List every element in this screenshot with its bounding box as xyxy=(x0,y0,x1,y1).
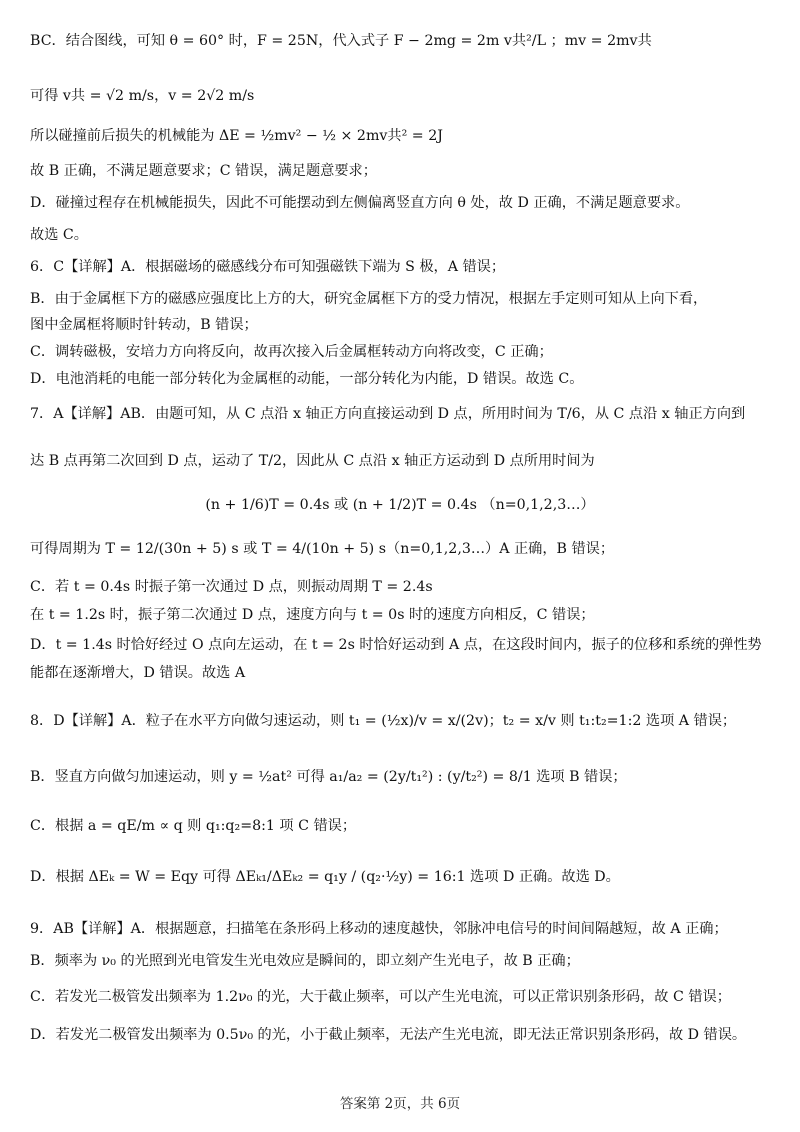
text-line: B．由于金属框下方的磁感应强度比上方的大，研究金属框下方的受力情况，根据左手定则可知从上向下看， xyxy=(30,291,708,307)
equation-line: (n + 1/6)T = 0.4s 或 (n + 1/2)T = 0.4s （n=0,1,2,3…） xyxy=(205,497,595,513)
text-line: 可得 v共 = √2 m/s，v = 2√2 m/s xyxy=(30,88,255,104)
text-line: 图中金属框将顺时针转动，B 错误； xyxy=(30,317,258,333)
text-line: C．若发光二极管发出频率为 1.2ν₀ 的光，大于截止频率，可以产生光电流，可以正常识别条形码，故 C 错误； xyxy=(30,989,731,1005)
text-line: 能都在逐渐增大，D 错误。故选 A xyxy=(30,665,246,681)
text-line: 达 B 点再第二次回到 D 点，运动了 T/2，因此从 C 点沿 x 轴正方运动到 D 点所用时间为 xyxy=(30,453,595,469)
text-line: B．频率为 ν₀ 的光照到光电管发生光电效应是瞬间的，即立刻产生光电子，故 B 正确； xyxy=(30,953,580,969)
text-line: D．电池消耗的电能一部分转化为金属框的动能，一部分转化为内能，D 错误。故选 C。 xyxy=(30,371,584,387)
text-line: 在 t = 1.2s 时，振子第二次通过 D 点，速度方向与 t = 0s 时的速度方向相反，C 错误； xyxy=(30,607,595,623)
text-line: 故选 C。 xyxy=(30,227,88,243)
text-line: C．根据 a = qE/m ∝ q 则 q₁:q₂=8:1 项 C 错误； xyxy=(30,818,357,834)
text-line: BC．结合图线，可知 θ = 60° 时，F = 25N，代入式子 F − 2mg = 2m v共²/L ；mv = 2mv共 xyxy=(30,33,652,49)
text-line: D．若发光二极管发出频率为 0.5ν₀ 的光，小于截止频率，无法产生光电流，即无法正常识别条形码，故 D 错误。 xyxy=(30,1027,747,1043)
text-line: D．碰撞过程存在机械能损失，因此不可能摆动到左侧偏离竖直方向 θ 处，故 D 正确，不满足题意要求。 xyxy=(30,195,690,211)
text-line: C．调转磁极，安培力方向将反向，故再次接入后金属框转动方向将改变，C 正确； xyxy=(30,344,553,360)
text-line: 9．AB【详解】A．根据题意，扫描笔在条形码上移动的速度越快，邻脉冲电信号的时间间隔越短，故 A 正确； xyxy=(30,921,728,937)
text-line: 故 B 正确，不满足题意要求；C 错误，满足题意要求； xyxy=(30,163,377,179)
text-line: 7．A【详解】AB．由题可知，从 C 点沿 x 轴正方向直接运动到 D 点，所用时间为 T/6，从 C 点沿 x 轴正方向到 xyxy=(30,406,746,422)
text-line: 所以碰撞前后损失的机械能为 ΔE = ½mv² − ½ × 2mv共² = 2J xyxy=(30,128,443,144)
text-line: B．竖直方向做匀加速运动，则 y = ½at² 可得 a₁/a₂ = (2y/t₁²) : (y/t₂²) = 8/1 选项 B 错误； xyxy=(30,769,627,785)
text-line: 6．C【详解】A．根据磁场的磁感线分布可知强磁铁下端为 S 极，A 错误； xyxy=(30,259,506,275)
text-line: D．t = 1.4s 时恰好经过 O 点向左运动，在 t = 2s 时恰好运动到 A 点，在这段时间内，振子的位移和系统的弹性势 xyxy=(30,637,762,653)
text-line: C．若 t = 0.4s 时振子第一次通过 D 点，则振动周期 T = 2.4s xyxy=(30,579,433,595)
text-line: 可得周期为 T = 12/(30n + 5) s 或 T = 4/(10n + 5) s（n=0,1,2,3…）A 正确，B 错误； xyxy=(30,541,615,557)
text-line: D．根据 ΔEₖ = W = Eqy 可得 ΔEₖ₁/ΔEₖ₂ = q₁y / (q₂·½y) = 16:1 选项 D 正确。故选 D。 xyxy=(30,869,620,885)
text-line: 8．D【详解】A．粒子在水平方向做匀速运动，则 t₁ = (½x)/v = x/(2v)；t₂ = x/v 则 t₁:t₂=1:2 选项 A 错误； xyxy=(30,713,737,729)
page-footer: 答案第 2页，共 6页 xyxy=(339,1096,461,1112)
